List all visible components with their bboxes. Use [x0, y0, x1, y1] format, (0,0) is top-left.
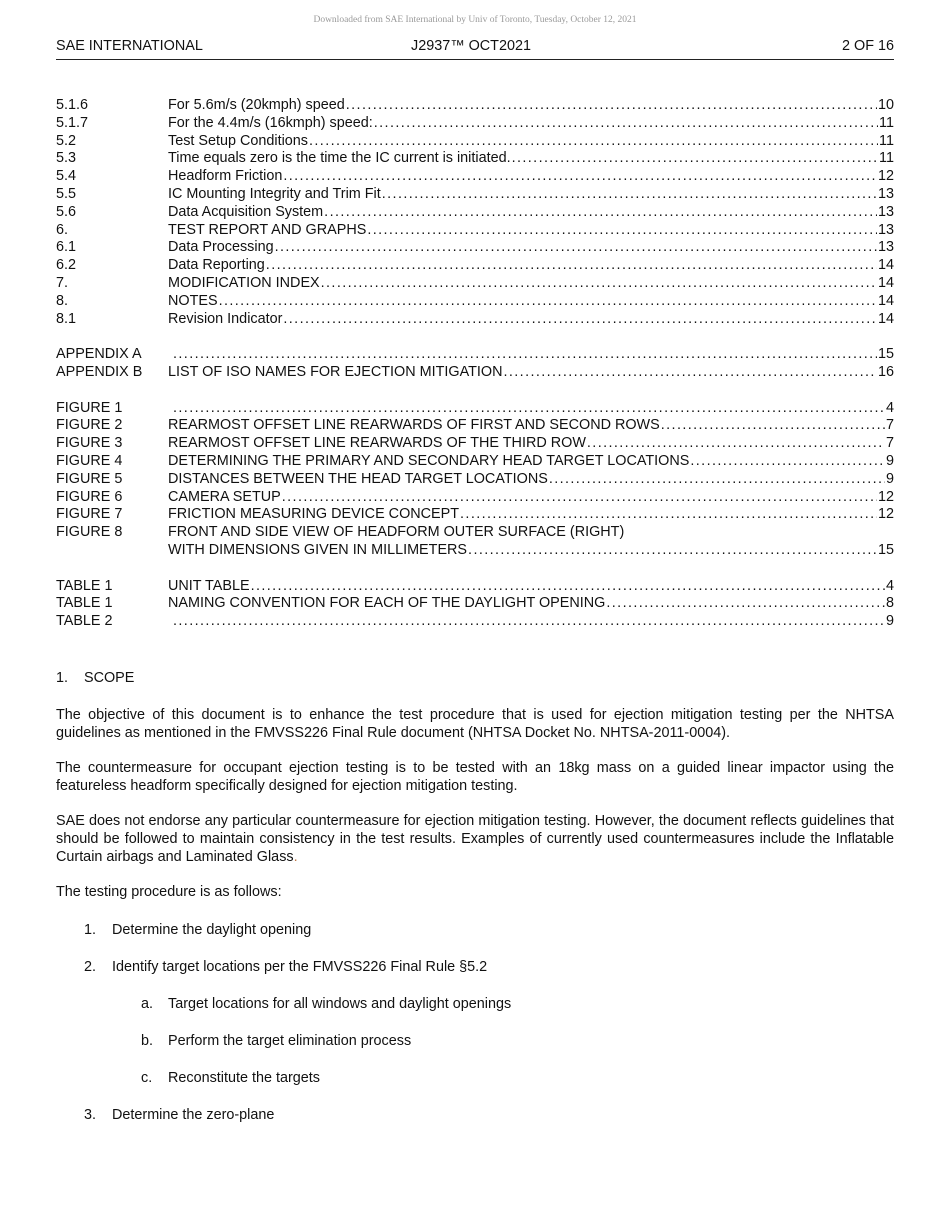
toc-entry-body: [168, 150, 879, 168]
toc-entry-title: Data Acquisition System: [168, 203, 324, 220]
toc-entry-number: 7.: [56, 274, 69, 291]
toc-entry-page: 9: [885, 470, 894, 487]
toc-entry-page: 4: [885, 577, 894, 594]
toc-entry-page: 12: [877, 488, 894, 505]
header-rule: [56, 59, 894, 60]
toc-entry[interactable]: [56, 133, 894, 151]
step-text: Target locations for all windows and daylight openings: [168, 996, 512, 1012]
toc-dot-leader: [266, 257, 877, 275]
toc-entry-page: 14: [877, 274, 894, 291]
toc-entry-page: 14: [877, 292, 894, 309]
toc-entry[interactable]: [56, 97, 894, 115]
toc-entry-number: APPENDIX A: [56, 346, 142, 363]
toc-entry[interactable]: [56, 435, 894, 453]
toc-entry-body: [168, 400, 886, 418]
toc-entry-body: [168, 275, 878, 293]
toc-dot-leader: [283, 168, 877, 186]
toc-entry-body: [168, 293, 878, 311]
toc-entry[interactable]: [56, 204, 894, 222]
procedure-intro: The testing procedure is as follows:: [56, 884, 282, 900]
toc-entry-number: 5.1.7: [56, 114, 89, 131]
procedure-step: [56, 1069, 894, 1087]
toc-entry-title: FRICTION MEASURING DEVICE CONCEPT: [168, 506, 460, 523]
step-text: Determine the daylight opening: [112, 922, 312, 938]
toc-entry-number: 6.: [56, 221, 69, 238]
toc-entry-body: [168, 524, 894, 542]
toc-entry-number: FIGURE 1: [56, 399, 123, 416]
scope-paragraph-3: [56, 812, 894, 866]
step-text: Perform the target elimination process: [168, 1033, 412, 1049]
scope-paragraph-3-text: SAE does not endorse any particular countermeasure for ejection mitigation testing. However, the document reflects guidelines that should be followed to maintain consistency in the test results. Examples of currently used countermeasures include the Inflatable Curtain airbags and Laminated Glass: [56, 813, 894, 865]
toc-entry[interactable]: [56, 346, 894, 364]
procedure-step: [56, 921, 894, 939]
toc-dot-leader: [374, 115, 878, 133]
toc-entry-title: MODIFICATION INDEX: [168, 274, 320, 291]
toc-entry-body: [168, 222, 878, 240]
toc-entry-title: IC Mounting Integrity and Trim Fit: [168, 185, 381, 202]
toc-dot-leader: [460, 506, 877, 524]
toc-entry[interactable]: [56, 506, 894, 524]
header-page-number: 2 OF 16: [842, 38, 894, 54]
toc-entry[interactable]: [56, 293, 894, 311]
toc-entry-title: Data Processing: [168, 239, 274, 256]
toc-dot-leader: [173, 400, 885, 418]
procedure-steps: [56, 921, 894, 1124]
toc-entry[interactable]: [56, 239, 894, 257]
toc-entry[interactable]: [56, 489, 894, 507]
toc-entry-number: FIGURE 6: [56, 488, 123, 505]
toc-entry-page: 12: [877, 506, 894, 523]
step-text: Determine the zero-plane: [112, 1107, 275, 1123]
toc-entry[interactable]: [56, 168, 894, 186]
step-text: Identify target locations per the FMVSS226 Final Rule §5.2: [112, 959, 488, 975]
toc-entry-number: 5.2: [56, 132, 77, 149]
toc-entry-title: UNIT TABLE: [168, 577, 250, 594]
toc-entry[interactable]: [56, 115, 894, 133]
toc-entry-body: [168, 133, 879, 151]
scope-section: [56, 668, 894, 1143]
toc-entry-body: [168, 542, 878, 560]
toc-dot-leader: [468, 542, 877, 560]
toc-dot-leader: [173, 346, 877, 364]
toc-entry-number: 5.4: [56, 168, 77, 185]
toc-group: [56, 400, 894, 560]
toc-entry[interactable]: [56, 595, 894, 613]
toc-entry-title: Revision Indicator: [168, 310, 283, 327]
toc-entry-page: 8: [885, 595, 894, 612]
toc-entry-title: TEST REPORT AND GRAPHS: [168, 221, 367, 238]
toc-dot-leader: [587, 435, 885, 453]
step-marker: a.: [141, 996, 154, 1012]
toc-group: [56, 97, 894, 328]
toc-entry-body: [168, 346, 878, 364]
toc-entry-page: 11: [879, 132, 894, 149]
toc-entry[interactable]: [56, 222, 894, 240]
toc-entry-title: LIST OF ISO NAMES FOR EJECTION MITIGATION: [168, 363, 503, 380]
toc-entry[interactable]: [56, 542, 894, 560]
toc-entry-title: REARMOST OFFSET LINE REARWARDS OF FIRST AND SECOND ROWS: [168, 417, 660, 434]
toc-entry-title: Time equals zero is the time the IC current is initiated.: [168, 150, 511, 167]
toc-entry-page: 14: [877, 257, 894, 274]
toc-dot-leader: [251, 578, 885, 596]
toc-dot-leader: [309, 133, 878, 151]
toc-entry-number: FIGURE 8: [56, 524, 123, 541]
download-banner: Downloaded from SAE International by Univ of Toronto, Tuesday, October 12, 2021: [313, 15, 637, 25]
toc-entry-page: 12: [877, 168, 894, 185]
toc-entry-title: DISTANCES BETWEEN THE HEAD TARGET LOCATIONS: [168, 470, 548, 487]
toc-entry[interactable]: [56, 311, 894, 329]
toc-entry-body: [168, 613, 886, 631]
toc-dot-leader: [275, 239, 877, 257]
toc-entry-page: 13: [877, 239, 894, 256]
toc-entry-number: 5.3: [56, 150, 77, 167]
toc-dot-leader: [382, 186, 877, 204]
toc-entry-body: [168, 186, 878, 204]
toc-entry-page: 4: [885, 399, 894, 416]
toc-entry-page: 14: [877, 310, 894, 327]
toc-entry-number: FIGURE 5: [56, 470, 123, 487]
toc-entry-page: 7: [885, 417, 894, 434]
toc-entry-title: For the 4.4m/s (16kmph) speed:: [168, 114, 373, 131]
toc-entry-body: [168, 168, 878, 186]
toc-entry-title: WITH DIMENSIONS GIVEN IN MILLIMETERS: [168, 541, 468, 558]
toc-entry[interactable]: [56, 364, 894, 382]
toc-dot-leader: [503, 364, 877, 382]
toc-group: [56, 578, 894, 631]
toc-entry-number: 6.2: [56, 257, 77, 274]
procedure-step: [56, 1032, 894, 1050]
toc-entry-title: DETERMINING THE PRIMARY AND SECONDARY HEAD TARGET LOCATIONS: [168, 452, 690, 469]
toc-entry[interactable]: [56, 471, 894, 489]
toc-entry-number: TABLE 1: [56, 577, 113, 594]
toc-entry-body: [168, 489, 878, 507]
toc-entry[interactable]: [56, 417, 894, 435]
toc-entry-number: FIGURE 2: [56, 417, 123, 434]
toc-entry-title: Data Reporting: [168, 257, 265, 274]
step-marker: c.: [141, 1070, 153, 1086]
toc-entry-body: [168, 595, 886, 613]
step-marker: b.: [141, 1033, 154, 1049]
toc-dot-leader: [512, 150, 878, 168]
toc-entry-number: 5.6: [56, 203, 77, 220]
toc-entry-page: 11: [879, 150, 894, 167]
header-document-id: J2937™ OCT2021: [411, 38, 531, 54]
toc-entry[interactable]: [56, 150, 894, 168]
toc-entry-number: 5.1.6: [56, 97, 89, 113]
toc-entry-body: [168, 364, 878, 382]
toc-entry-page: 13: [877, 203, 894, 220]
toc-entry-number: FIGURE 4: [56, 452, 123, 469]
toc-entry-page: 13: [877, 221, 894, 238]
scope-paragraph-3-period: .: [293, 849, 298, 865]
toc-entry-title: FRONT AND SIDE VIEW OF HEADFORM OUTER SURFACE (RIGHT): [168, 524, 625, 541]
toc-entry-body: [168, 578, 886, 596]
section-heading: [56, 668, 894, 688]
toc-entry-number: FIGURE 3: [56, 435, 123, 452]
toc-entry-body: [168, 115, 879, 133]
procedure-step: [56, 1106, 894, 1124]
toc-entry-title: NAMING CONVENTION FOR EACH OF THE DAYLIGHT OPENING: [168, 595, 606, 612]
toc-entry[interactable]: [56, 400, 894, 418]
toc-entry-body: [168, 453, 886, 471]
toc-entry-number: 5.5: [56, 185, 77, 202]
toc-entry-number: TABLE 1: [56, 595, 113, 612]
toc-entry-page: 10: [877, 97, 894, 113]
toc-entry-number: 6.1: [56, 239, 77, 256]
section-title: SCOPE: [84, 670, 135, 686]
toc-entry-title: Headform Friction: [168, 168, 283, 185]
toc-entry-page: 11: [879, 114, 894, 131]
toc-dot-leader: [690, 453, 885, 471]
toc-entry-body: [168, 417, 886, 435]
toc-entry[interactable]: [56, 453, 894, 471]
toc-entry-body: [168, 97, 878, 115]
scope-paragraph-2: The countermeasure for occupant ejection testing is to be tested with an 18kg mass on a guided linear impactor using the featureless headform specifically designed for ejection mitigation testing.: [56, 760, 894, 794]
toc-group: [56, 346, 894, 382]
toc-dot-leader: [283, 311, 877, 329]
toc-entry-body: [168, 506, 878, 524]
toc-entry-page: 9: [885, 613, 894, 630]
toc-dot-leader: [367, 222, 877, 240]
step-marker: 2.: [84, 959, 97, 975]
toc-entry[interactable]: [56, 257, 894, 275]
toc-entry-body: [168, 204, 878, 222]
header-organization: SAE INTERNATIONAL: [56, 38, 203, 54]
step-marker: 1.: [84, 922, 97, 938]
table-of-contents: [56, 97, 894, 649]
toc-entry-number: FIGURE 7: [56, 506, 123, 523]
toc-entry-body: [168, 435, 886, 453]
toc-entry-title: Test Setup Conditions: [168, 132, 308, 149]
toc-entry[interactable]: [56, 524, 894, 542]
toc-dot-leader: [173, 613, 885, 631]
toc-entry-body: [168, 257, 878, 275]
toc-entry-page: 7: [885, 435, 894, 452]
toc-dot-leader: [219, 293, 877, 311]
toc-dot-leader: [606, 595, 885, 613]
toc-entry[interactable]: [56, 578, 894, 596]
toc-dot-leader: [549, 471, 885, 489]
toc-entry-number: TABLE 2: [56, 613, 113, 630]
toc-entry-number: 8.1: [56, 310, 77, 327]
procedure-step: [56, 958, 894, 976]
toc-entry-page: 9: [885, 452, 894, 469]
toc-entry-body: [168, 311, 878, 329]
toc-dot-leader: [661, 417, 885, 435]
scope-paragraph-1: The objective of this document is to enhance the test procedure that is used for ejection mitigation testing per the NHTSA guidelines as mentioned in the FMVSS226 Final Rule document (NHTSA Docket No. NHTSA-2011-0004).: [56, 707, 894, 741]
step-text: Reconstitute the targets: [168, 1070, 320, 1086]
toc-dot-leader: [321, 275, 877, 293]
toc-entry-title: REARMOST OFFSET LINE REARWARDS OF THE THIRD ROW: [168, 435, 586, 452]
toc-entry-body: [168, 471, 886, 489]
toc-entry-page: 15: [877, 346, 894, 363]
toc-entry-number: APPENDIX B: [56, 363, 143, 380]
toc-entry-body: [168, 239, 878, 257]
page-header: [56, 38, 894, 58]
toc-entry-title: CAMERA SETUP: [168, 488, 281, 505]
toc-entry-page: 16: [877, 363, 894, 380]
step-marker: 3.: [84, 1107, 97, 1123]
toc-entry-number: 8.: [56, 292, 69, 309]
toc-entry[interactable]: [56, 186, 894, 204]
toc-entry-page: 13: [877, 185, 894, 202]
toc-entry-title: NOTES: [168, 292, 218, 309]
procedure-step: [56, 995, 894, 1013]
toc-entry[interactable]: [56, 275, 894, 293]
toc-dot-leader: [346, 97, 877, 115]
toc-dot-leader: [324, 204, 877, 222]
toc-entry-title: For 5.6m/s (20kmph) speed: [168, 97, 345, 113]
toc-entry[interactable]: [56, 613, 894, 631]
section-number: 1.: [56, 670, 69, 686]
toc-dot-leader: [282, 489, 877, 507]
toc-entry-page: 15: [877, 541, 894, 558]
